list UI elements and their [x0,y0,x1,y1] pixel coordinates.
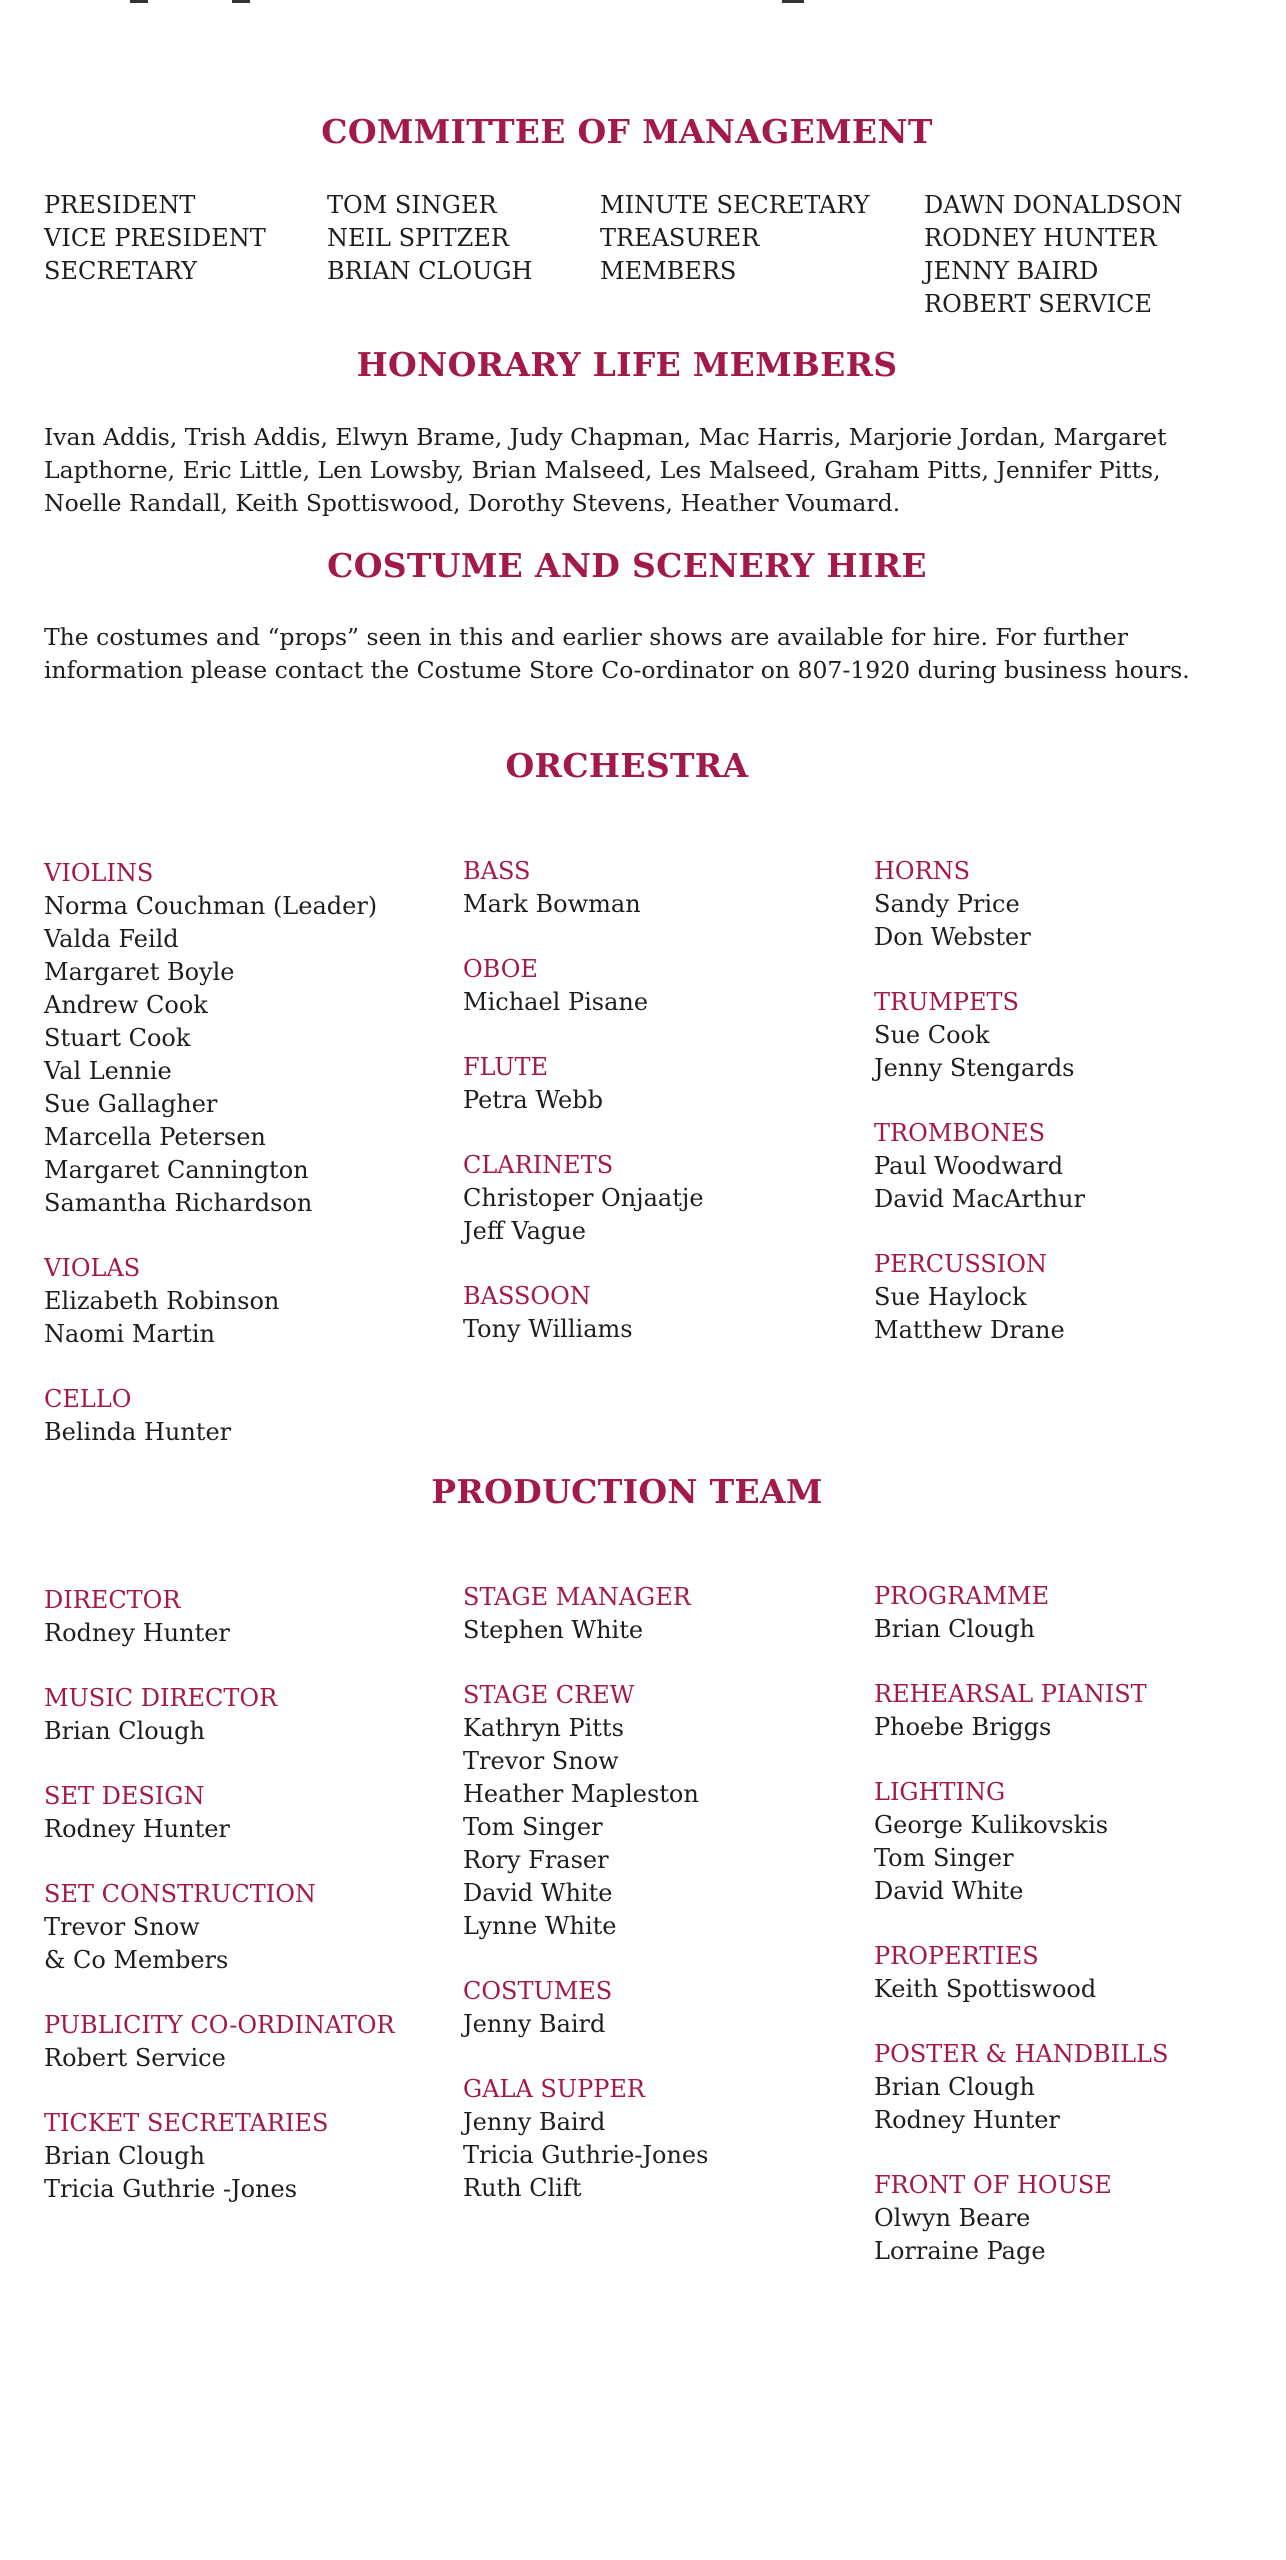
production-group [463,1975,708,2041]
production-member: Lynne White [463,1912,617,1940]
committee-role: PRESIDENT [44,191,196,219]
orchestra-group [874,855,1085,954]
production-group-title: GALA SUPPER [463,2075,645,2103]
committee-role: SECRETARY [44,257,198,285]
orchestra-member: Sue Cook [874,1021,990,1049]
production-group [44,1584,395,1650]
orchestra-member: Michael Pisane [463,988,649,1016]
orchestra-member: Matthew Drane [874,1316,1065,1344]
production-group [874,1678,1168,1744]
orchestra-group-title: BASSOON [463,1282,591,1310]
committee-role: TREASURER [600,224,760,252]
orchestra-group [874,1117,1085,1216]
committee-name: JENNY BAIRD [924,257,1099,285]
scan-mark [232,0,250,3]
production-member: Kathryn Pitts [463,1714,624,1742]
orchestra-member: Sue Haylock [874,1283,1027,1311]
orchestra-group [44,1383,377,1449]
orchestra-member: Don Webster [874,923,1031,951]
production-group [44,2107,395,2206]
orchestra-group [463,953,704,1019]
orchestra-member: Jeff Vague [463,1217,586,1245]
orchestra-member: Margaret Cannington [44,1156,309,1184]
production-group-title: FRONT OF HOUSE [874,2171,1112,2199]
orchestra-group [44,1252,377,1351]
production-member: Tom Singer [874,1844,1014,1872]
orchestra-member: Marcella Petersen [44,1123,266,1151]
orchestra-group-title: CLARINETS [463,1151,614,1179]
production-group-title: SET CONSTRUCTION [44,1880,316,1908]
production-group [874,1776,1168,1908]
production-heading: PRODUCTION TEAM [431,1472,823,1511]
production-member: Robert Service [44,2044,226,2072]
production-column-2 [463,1581,708,2237]
orchestra-group [44,857,377,1220]
orchestra-group [874,1248,1085,1347]
orchestra-group-title: FLUTE [463,1053,549,1081]
orchestra-column-3 [874,855,1085,1379]
orchestra-member: Mark Bowman [463,890,641,918]
production-member: Tom Singer [463,1813,603,1841]
orchestra-member: David MacArthur [874,1185,1085,1213]
production-group-title: STAGE CREW [463,1681,635,1709]
production-member: Ruth Clift [463,2174,582,2202]
production-group-title: PROPERTIES [874,1942,1039,1970]
production-group-title: COSTUMES [463,1977,613,2005]
orchestra-member: Petra Webb [463,1086,603,1114]
production-group [874,1940,1168,2006]
production-group-title: MUSIC DIRECTOR [44,1684,278,1712]
orchestra-group-title: PERCUSSION [874,1250,1047,1278]
orchestra-member: Belinda Hunter [44,1418,232,1446]
production-member: Tricia Guthrie-Jones [463,2141,709,2169]
production-member: Phoebe Briggs [874,1713,1052,1741]
production-member: Brian Clough [44,2142,205,2170]
production-member: David White [874,1877,1024,1905]
production-group-title: REHEARSAL PIANIST [874,1680,1147,1708]
production-group [463,1581,708,1647]
orchestra-member: Paul Woodward [874,1152,1064,1180]
orchestra-member: Naomi Martin [44,1320,215,1348]
production-group-title: POSTER & HANDBILLS [874,2040,1169,2068]
orchestra-group [463,1149,704,1248]
orchestra-member: Sue Gallagher [44,1090,218,1118]
production-group-title: PUBLICITY CO-ORDINATOR [44,2011,395,2039]
production-group [44,1780,395,1846]
production-group [44,2009,395,2075]
production-member: Rory Fraser [463,1846,609,1874]
production-column-1 [44,1584,395,2238]
production-member: Stephen White [463,1616,644,1644]
orchestra-member: Margaret Boyle [44,958,235,986]
committee-role: MEMBERS [600,257,737,285]
production-member: Keith Spottiswood [874,1975,1097,2003]
orchestra-group-title: VIOLAS [44,1254,141,1282]
committee-name: NEIL SPITZER [327,224,509,252]
orchestra-group-title: TROMBONES [874,1119,1046,1147]
production-member: Brian Clough [874,2073,1035,2101]
committee-role: VICE PRESIDENT [44,224,266,252]
committee-name: TOM SINGER [327,191,497,219]
production-member: Jenny Baird [463,2010,606,2038]
committee-name: DAWN DONALDSON [924,191,1183,219]
orchestra-member: Elizabeth Robinson [44,1287,280,1315]
production-member: Brian Clough [874,1615,1035,1643]
production-member: & Co Members [44,1946,229,1974]
orchestra-group [463,1280,704,1346]
production-group [44,1878,395,1977]
orchestra-member: Tony Williams [463,1315,633,1343]
production-member: Heather Mapleston [463,1780,699,1808]
production-group [463,1679,708,1943]
production-member: Lorraine Page [874,2237,1046,2265]
orchestra-member: Valda Feild [44,925,179,953]
production-group [463,2073,708,2205]
production-member: Olwyn Beare [874,2204,1031,2232]
production-group [874,2169,1168,2268]
production-member: David White [463,1879,613,1907]
orchestra-group-title: HORNS [874,857,971,885]
orchestra-member: Val Lennie [44,1057,172,1085]
honorary-heading: HONORARY LIFE MEMBERS [356,345,898,384]
production-group-title: PROGRAMME [874,1582,1050,1610]
committee-name: RODNEY HUNTER [924,224,1157,252]
production-member: Rodney Hunter [44,1619,230,1647]
production-column-3 [874,1580,1168,2300]
production-group-title: TICKET SECRETARIES [44,2109,329,2137]
orchestra-group-title: VIOLINS [44,859,154,887]
orchestra-group [463,1051,704,1117]
scan-mark [782,0,804,3]
orchestra-group-title: OBOE [463,955,538,983]
hire-text: The costumes and “props” seen in this and earlier shows are available for hire. For further information please contact the Costume Store Co-ordinator on 807-1920 during business hours. [44,623,1190,684]
orchestra-member: Stuart Cook [44,1024,191,1052]
production-group-title: STAGE MANAGER [463,1583,691,1611]
committee-heading: COMMITTEE OF MANAGEMENT [321,112,933,151]
production-group [44,1682,395,1748]
orchestra-group-title: TRUMPETS [874,988,1019,1016]
scan-mark [130,0,148,3]
production-member: Trevor Snow [44,1913,200,1941]
production-member: Brian Clough [44,1717,205,1745]
committee-name: BRIAN CLOUGH [327,257,533,285]
production-member: Rodney Hunter [874,2106,1060,2134]
production-member: Trevor Snow [463,1747,619,1775]
orchestra-column-2 [463,855,704,1378]
orchestra-column-1 [44,857,377,1481]
orchestra-group [874,986,1085,1085]
orchestra-heading: ORCHESTRA [505,746,749,785]
hire-heading: COSTUME AND SCENERY HIRE [327,546,927,585]
orchestra-member: Samantha Richardson [44,1189,313,1217]
orchestra-member: Sandy Price [874,890,1020,918]
production-group-title: LIGHTING [874,1778,1006,1806]
production-group [874,2038,1168,2137]
production-member: Tricia Guthrie -Jones [44,2175,298,2203]
production-member: Rodney Hunter [44,1815,230,1843]
production-group-title: DIRECTOR [44,1586,181,1614]
orchestra-member: Christoper Onjaatje [463,1184,704,1212]
committee-name: ROBERT SERVICE [924,290,1153,318]
production-group-title: SET DESIGN [44,1782,205,1810]
production-member: George Kulikovskis [874,1811,1109,1839]
orchestra-member: Norma Couchman (Leader) [44,892,378,920]
committee-role: MINUTE SECRETARY [600,191,870,219]
production-group [874,1580,1168,1646]
orchestra-group-title: CELLO [44,1385,132,1413]
honorary-members-text: Ivan Addis, Trish Addis, Elwyn Brame, Judy Chapman, Mac Harris, Marjorie Jordan, Margaret Lapthorne, Eric Little, Len Lowsby, Brian Malseed, Les Malseed, Graham Pitts, Jennifer Pitts, Noelle Randall, Keith Spottiswood, Dorothy Stevens, Heather Voumard. [44,423,1167,517]
production-member: Jenny Baird [463,2108,606,2136]
orchestra-group-title: BASS [463,857,531,885]
orchestra-member: Jenny Stengards [874,1054,1075,1082]
orchestra-member: Andrew Cook [44,991,208,1019]
orchestra-group [463,855,704,921]
